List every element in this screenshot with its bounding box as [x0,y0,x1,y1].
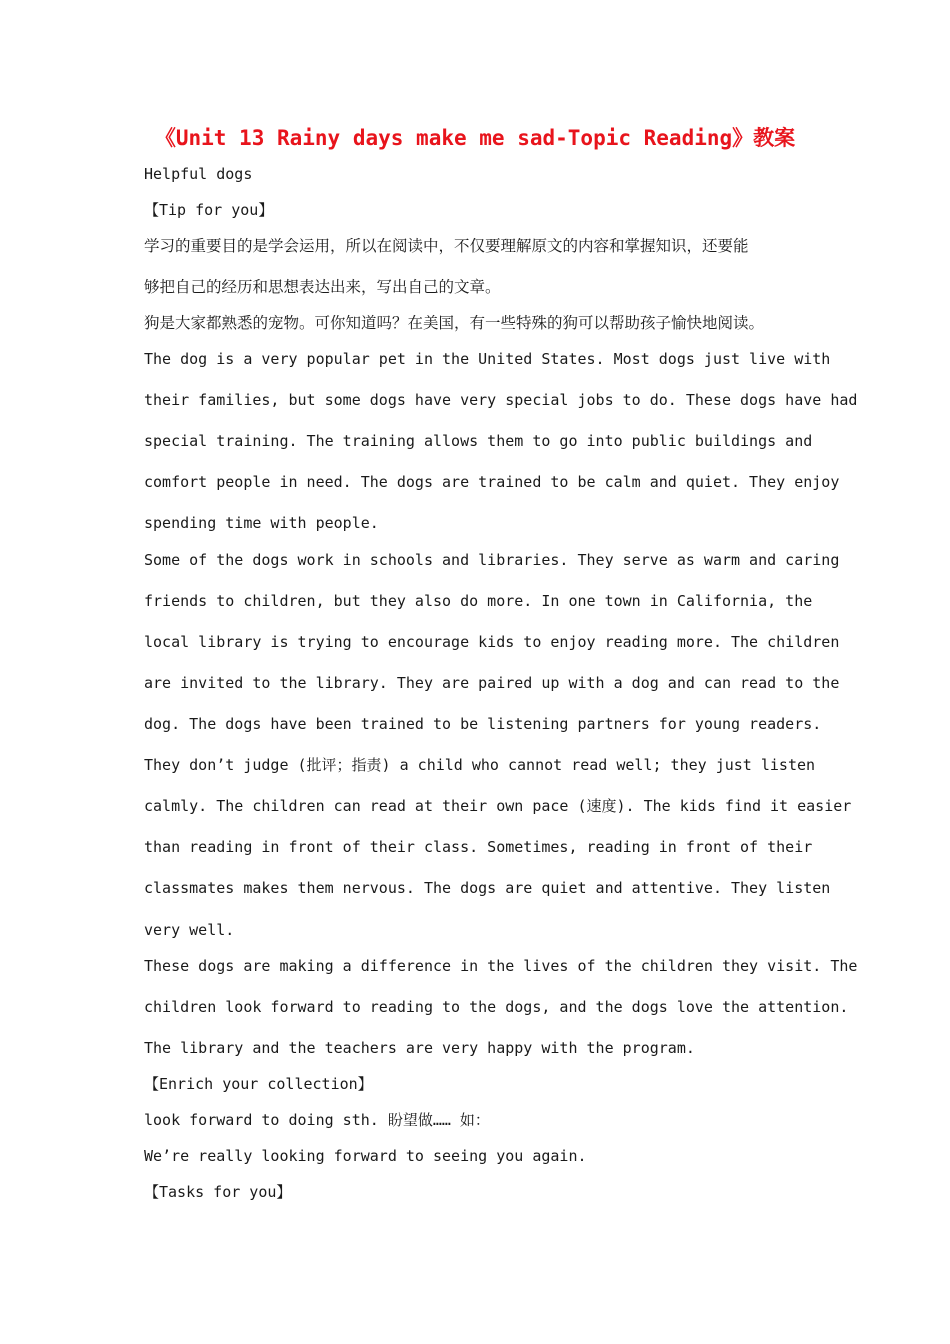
intro-line-3: 狗是大家都熟悉的宠物。可你知道吗？在美国，有一些特殊的狗可以帮助孩子愉快地阅读。 [144,314,765,332]
enrich-heading: 【Enrich your collection】 [144,1075,373,1093]
paragraph-1-line: special training. The training allows them to go into public buildings and [144,432,813,450]
tip-heading: 【Tip for you】 [144,201,274,219]
paragraph-2-line: very well. [144,921,235,939]
paragraph-2-line: are invited to the library. They are paired up with a dog and can read to the [144,674,840,692]
intro-line-2: 够把自己的经历和思想表达出来，写出自己的文章。 [144,278,501,296]
paragraph-1-line: their families, but some dogs have very special jobs to do. These dogs have had [144,391,858,409]
paragraph-3-line: children look forward to reading to the dogs, and the dogs love the attention. [144,998,849,1016]
paragraph-2-line: Some of the dogs work in schools and libraries. They serve as warm and caring [144,551,840,569]
paragraph-2-line: than reading in front of their class. Sometimes, reading in front of their [144,838,813,856]
paragraph-2-line: friends to children, but they also do more. In one town in California, the [144,592,813,610]
paragraph-3-line: The library and the teachers are very happy with the program. [144,1039,695,1057]
phrase-line: look forward to doing sth. 盼望做…… 如： [144,1111,490,1129]
paragraph-1-line: spending time with people. [144,514,379,532]
paragraph-2-line: local library is trying to encourage kids to enjoy reading more. The children [144,633,840,651]
example-line: We’re really looking forward to seeing you again. [144,1147,587,1165]
paragraph-1-line: comfort people in need. The dogs are trained to be calm and quiet. They enjoy [144,473,840,491]
paragraph-2-line: dog. The dogs have been trained to be listening partners for young readers. [144,715,822,733]
paragraph-2-line: classmates makes them nervous. The dogs are quiet and attentive. They listen [144,879,831,897]
intro-line-1: 学习的重要目的是学会运用，所以在阅读中，不仅要理解原文的内容和掌握知识，还要能 [144,237,749,255]
paragraph-1-line: The dog is a very popular pet in the United States. Most dogs just live with [144,350,831,368]
tasks-heading: 【Tasks for you】 [144,1183,292,1201]
paragraph-2-line: calmly. The children can read at their own pace (速度). The kids find it easier [144,797,852,815]
document-title: 《Unit 13 Rainy days make me sad-Topic Reading》教案 [154,126,796,150]
paragraph-3-line: These dogs are making a difference in the lives of the children they visit. The [144,957,858,975]
paragraph-2-line: They don’t judge (批评；指责) a child who cannot read well; they just listen [144,756,816,774]
subtitle: Helpful dogs [144,165,253,183]
